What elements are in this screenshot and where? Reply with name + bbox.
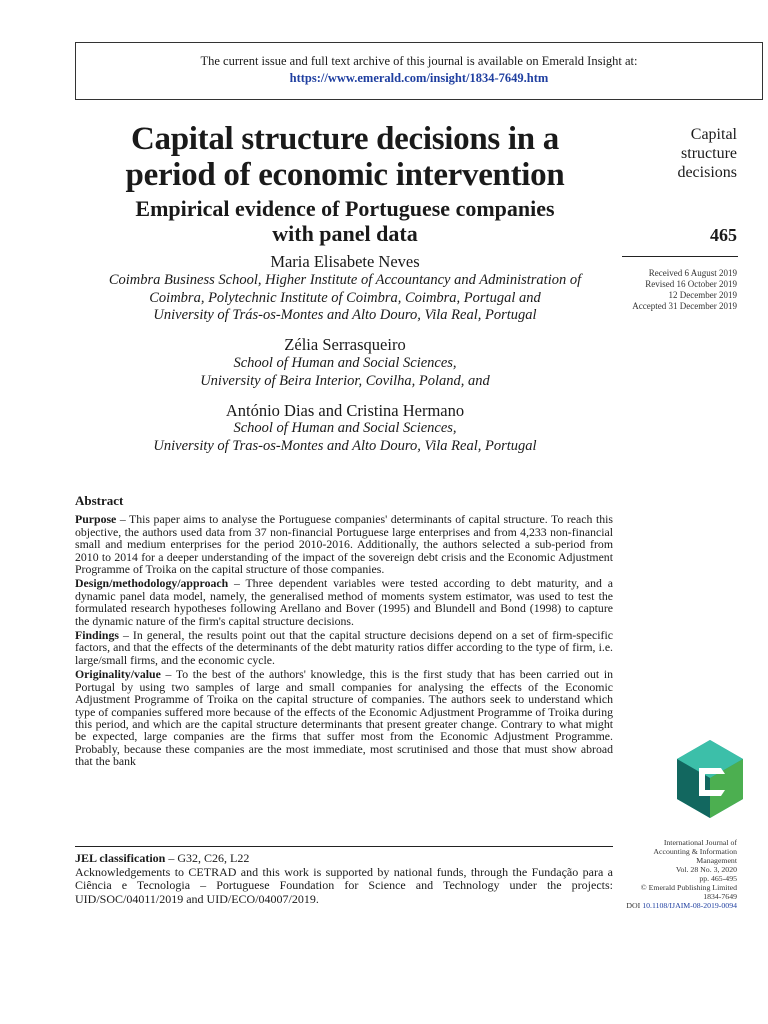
abstract-section — [75, 513, 613, 575]
journal-volume: Vol. 28 No. 3, 2020 — [675, 865, 737, 874]
journal-url-link[interactable]: https://www.emerald.com/insight/1834-7649.htm — [289, 71, 549, 85]
abstract — [75, 495, 613, 770]
affiliation-line: Coimbra Business School, Higher Institute of Accountancy and Administration of — [108, 272, 582, 288]
divider — [75, 846, 613, 847]
affiliation-line: University of Beira Interior, Covilha, Poland, and — [200, 372, 490, 389]
section-label: Purpose — [75, 512, 117, 527]
author-affiliation — [75, 420, 615, 455]
section-label: Design/methodology/approach — [75, 576, 229, 591]
running-head-line: Capital — [690, 126, 737, 143]
doi-line — [600, 901, 737, 910]
jel-section — [75, 852, 613, 906]
affiliation-line: School of Human and Social Sciences, — [233, 355, 457, 371]
jel-codes: – G32, C26, L22 — [165, 851, 250, 865]
doi-link[interactable]: 10.1108/IJAIM-08-2019-0094 — [642, 901, 737, 910]
jel-classification — [75, 852, 613, 866]
abstract-heading: Abstract — [75, 493, 124, 508]
acknowledgements: Acknowledgements to CETRAD and this work is supported by national funds, through the Fundação para a Ciência e Tecnologia – Portuguese Foundation for Science and Technology under the projects: UID/SOC/04011/2019 and UID/ECO/04007/2019. — [75, 864, 613, 906]
jel-label: JEL classification — [75, 851, 166, 865]
date-line: Revised 16 October 2019 — [645, 279, 737, 289]
section-text: – In general, the results point out that the capital structure decisions depend on a set of firm-specific factors, and that the effects of the determinants of the debt maturity ratios differ according to the type of firm, i.e. large/small firms, and the economic cycle. — [75, 628, 613, 667]
affiliation-line: University of Tras-os-Montes and Alto Douro, Vila Real, Portugal — [153, 437, 537, 454]
banner-text: The current issue and full text archive of this journal is available on Emerald Insight at: — [200, 54, 638, 68]
section-text: – Three dependent variables were tested according to debt maturity, and a dynamic panel data model, namely, the generalised method of moments system estimator, was used to test the formulated research hypotheses following Arellano and Bover (1995) and Blundell and Bond (1998) to capture the dynamic nature of the firm's capital structure decisions. — [75, 576, 613, 628]
section-text: – To the best of the authors' knowledge, this is the first study that has been carried out in Portugal by using two samples of large and small companies for analysing the effects of the Economic Adjustment Programme of Troika on the capital structure of companies. The authors seek to understand which type of companies suffered more because of the effects of the Economic Adjustment Programme of Troika during this period, and which are the capital structure determinants that present greater change. Contrary to what might be expected, large companies are the firms that suffer most from the Economic Adjustment Programme. Probably, because these companies are the most immediate, most scrutinised and those that must show abroad that the bank — [75, 667, 613, 769]
date-line: 12 December 2019 — [668, 290, 737, 300]
title-line-2: period of economic intervention — [125, 157, 565, 193]
doi-label: DOI — [626, 901, 643, 910]
subtitle-line-1: Empirical evidence of Portuguese companies — [135, 196, 555, 221]
article-subtitle — [75, 196, 615, 246]
running-head — [622, 125, 737, 182]
journal-info — [600, 838, 737, 910]
section-text: – This paper aims to analyse the Portuguese companies' determinants of capital structure. To reach this objective, the authors used data from 37 non-financial Portuguese large enterprises and from 4,233 non-financial small and medium enterprises for the period 2010-2016. Additionally, the authors selected a sub-period from 2010 to 2014 for a deeper understanding of the impact of the sovereign debt crisis and the Economic Adjustment Programme of Troika on the capital structure of those companies. — [75, 512, 613, 577]
affiliation-line: School of Human and Social Sciences, — [233, 420, 457, 436]
title-line-1: Capital structure decisions in a — [131, 121, 559, 157]
affiliation-line: Coimbra, Polytechnic Institute of Coimbra, Coimbra, Portugal and — [149, 289, 541, 306]
affiliation-line: University of Trás-os-Montes and Alto Douro, Vila Real, Portugal — [153, 307, 537, 323]
author-name: Zélia Serrasqueiro — [284, 335, 406, 354]
archive-banner — [75, 42, 763, 100]
author-affiliation — [75, 355, 615, 390]
emerald-publishing-logo-icon — [675, 738, 745, 820]
author-name: António Dias and Cristina Hermano — [225, 401, 465, 420]
author-name: Maria Elisabete Neves — [270, 252, 420, 271]
article-title — [75, 121, 615, 193]
section-label: Findings — [75, 628, 119, 643]
abstract-section — [75, 629, 613, 666]
journal-publisher: © Emerald Publishing Limited — [640, 883, 737, 892]
section-label: Originality/value — [75, 667, 161, 682]
page-number: 465 — [710, 225, 737, 245]
subtitle-line-2: with panel data — [272, 221, 418, 246]
date-line: Received 6 August 2019 — [648, 268, 737, 278]
author-affiliation — [75, 272, 615, 325]
abstract-section — [75, 577, 613, 627]
journal-name-line: Accounting & Information — [653, 847, 737, 856]
divider — [622, 256, 738, 257]
date-line: Accepted 31 December 2019 — [632, 301, 737, 311]
journal-name-line: International Journal of — [663, 838, 737, 847]
running-head-line: decisions — [677, 164, 737, 181]
abstract-section — [75, 668, 613, 767]
journal-pages: pp. 465-495 — [699, 874, 737, 883]
journal-issn: 1834-7649 — [703, 892, 737, 901]
running-head-line: structure — [681, 145, 737, 162]
article-dates — [600, 268, 737, 312]
journal-name-line: Management — [696, 856, 737, 865]
